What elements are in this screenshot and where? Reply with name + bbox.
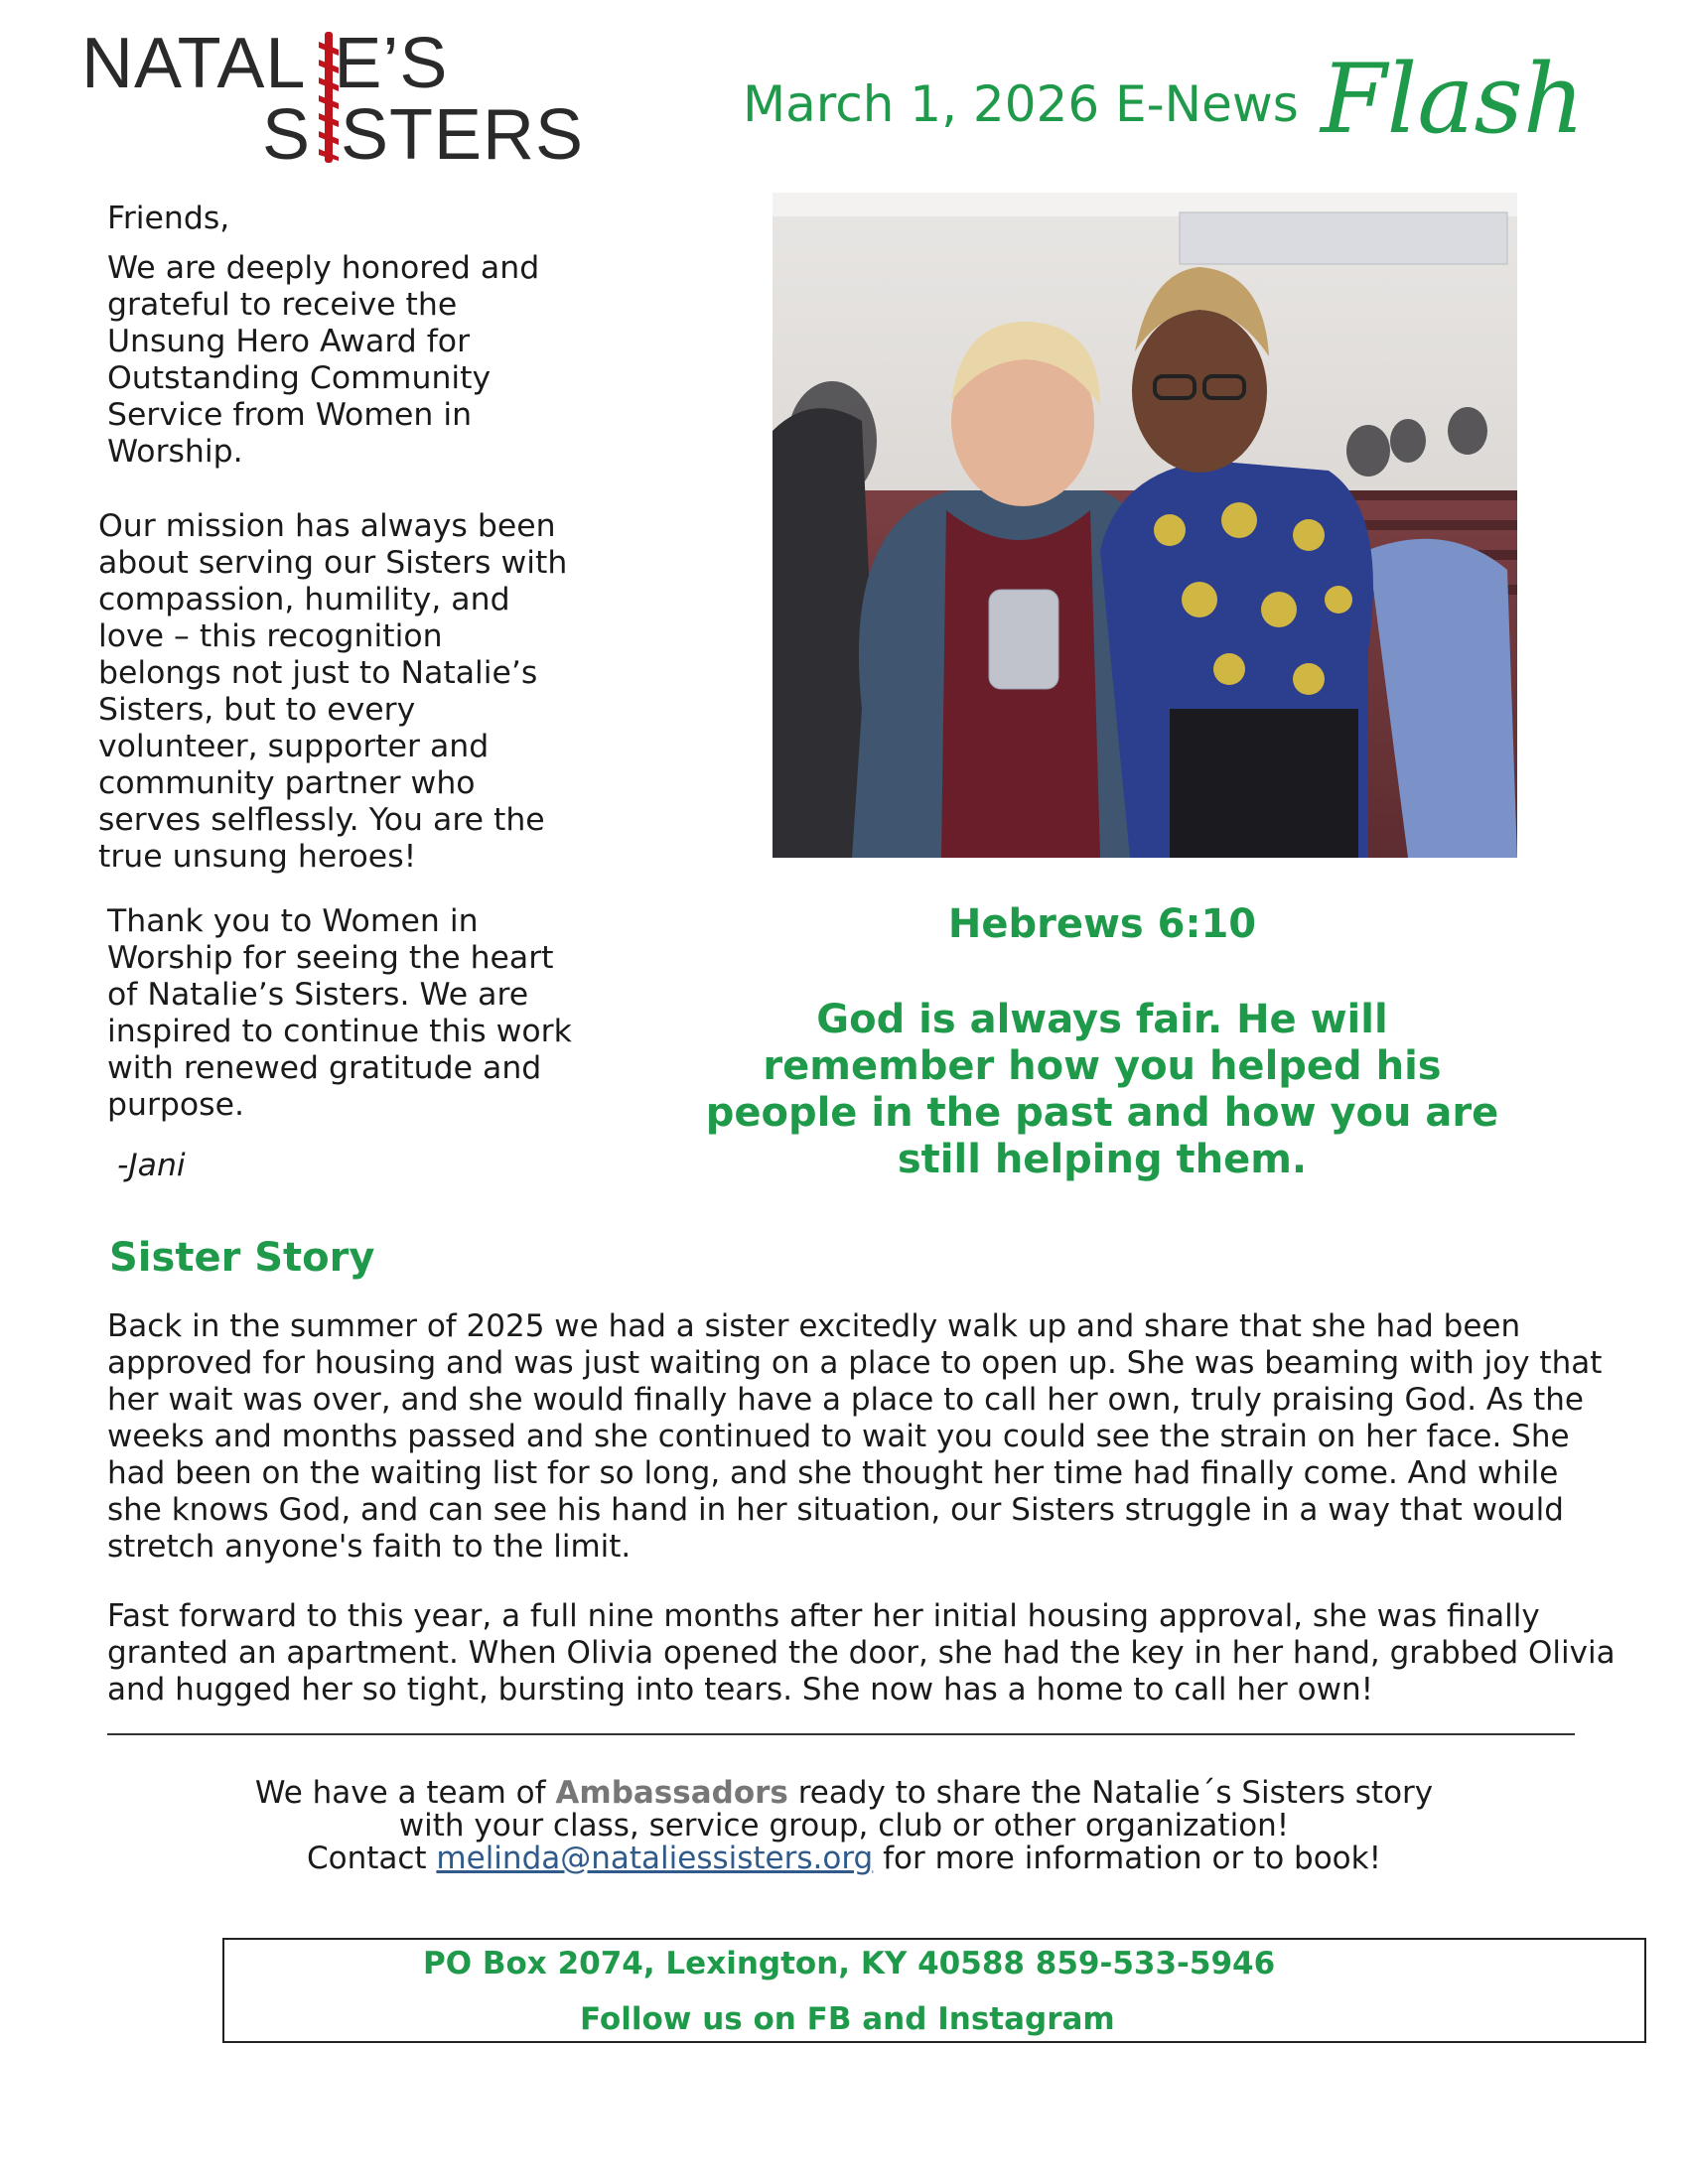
ambassadors-block xyxy=(149,1777,1539,1875)
letter-paragraph-2-text: Our mission has always been about serving our Sisters with compassion, humility, and love – this recognition belongs not just to Natalie’s Sisters, but to every volunteer, supporter and community partner who serves selflessly. You are the true unsung heroes! xyxy=(98,508,568,875)
footer-address: PO Box 2074, Lexington, KY 40588 859-533-5946 xyxy=(423,1946,1276,1981)
award-photo xyxy=(773,193,1517,858)
ambassadors-label: Ambassadors xyxy=(555,1775,788,1811)
newsletter-date-title: March 1, 2026 E-News xyxy=(743,75,1299,133)
sister-story-paragraph-1-text: Back in the summer of 2025 we had a sister excitedly walk up and share that she had been approved for housing and was just waiting on a place to open up. She was beaming with joy that her wait was over, and she would finally have a place to call her own, truly praising God. As the weeks and months passed and she continued to wait you could see the strain on her face. She had been on the waiting list for so long, and she thought her time had finally come. And while she knows God, and can see his hand in her situation, our Sisters struggle in a way that would stretch anyone's faith to the limit. xyxy=(107,1308,1603,1565)
sister-story-paragraph-2 xyxy=(107,1598,1617,1708)
section-divider xyxy=(107,1733,1575,1735)
sister-story-title: Sister Story xyxy=(109,1235,375,1281)
ambassadors-line-1-post: ready to share the Natalie´s Sisters story xyxy=(787,1775,1434,1811)
ambassadors-line-3-pre: Contact xyxy=(306,1841,437,1876)
ambassadors-line-2: with your class, service group, club or other organization! xyxy=(398,1808,1290,1843)
letter-paragraph-2 xyxy=(98,508,575,876)
logo xyxy=(81,24,585,175)
footer-social: Follow us on FB and Instagram xyxy=(580,2001,1115,2037)
verse-text: God is always fair. He will remember how you helped his people in the past and how you are still helping them. xyxy=(705,997,1499,1182)
ribbon-mark-icon xyxy=(316,32,342,163)
logo-text-part1: NATAL xyxy=(81,24,307,103)
contact-email-link[interactable]: melinda@nataliessisters.org xyxy=(436,1841,874,1876)
ambassadors-line-1 xyxy=(149,1777,1539,1810)
sister-story-paragraph-2-text: Fast forward to this year, a full nine months after her initial housing approval, she was finally granted an apartment. When Olivia opened the door, she had the key in her hand, grabbed Olivia and hugged her so tight, bursting into tears. She now has a home to call her own! xyxy=(107,1598,1616,1707)
logo-text-part2: E’S xyxy=(334,24,449,103)
ambassadors-line-1-pre: We have a team of xyxy=(254,1775,556,1811)
letter-paragraph-3-text: Thank you to Women in Worship for seeing the heart of Natalie’s Sisters. We are inspired to continue this work with renewed gratitude and purpose. xyxy=(107,903,572,1123)
letter-paragraph-1 xyxy=(107,250,564,471)
ambassadors-line-3 xyxy=(149,1843,1539,1875)
footer-contact-box xyxy=(222,1938,1646,2043)
award-photo-illustration xyxy=(773,193,1517,858)
verse-reference: Hebrews 6:10 xyxy=(947,901,1257,947)
ambassadors-line-3-post: for more information or to book! xyxy=(873,1841,1382,1876)
sister-story-paragraph-1 xyxy=(107,1308,1617,1566)
letter-paragraph-3 xyxy=(107,903,574,1124)
letter-signature: -Jani xyxy=(117,1148,186,1183)
letter-greeting: Friends, xyxy=(107,201,230,236)
logo-text-part4: STERS xyxy=(341,95,585,175)
flash-title: Flash xyxy=(1321,44,1585,155)
letter-paragraph-1-text: We are deeply honored and grateful to receive the Unsung Hero Award for Outstanding Community Service from Women in Worship. xyxy=(107,250,540,470)
logo-text-part3: S xyxy=(262,95,312,175)
